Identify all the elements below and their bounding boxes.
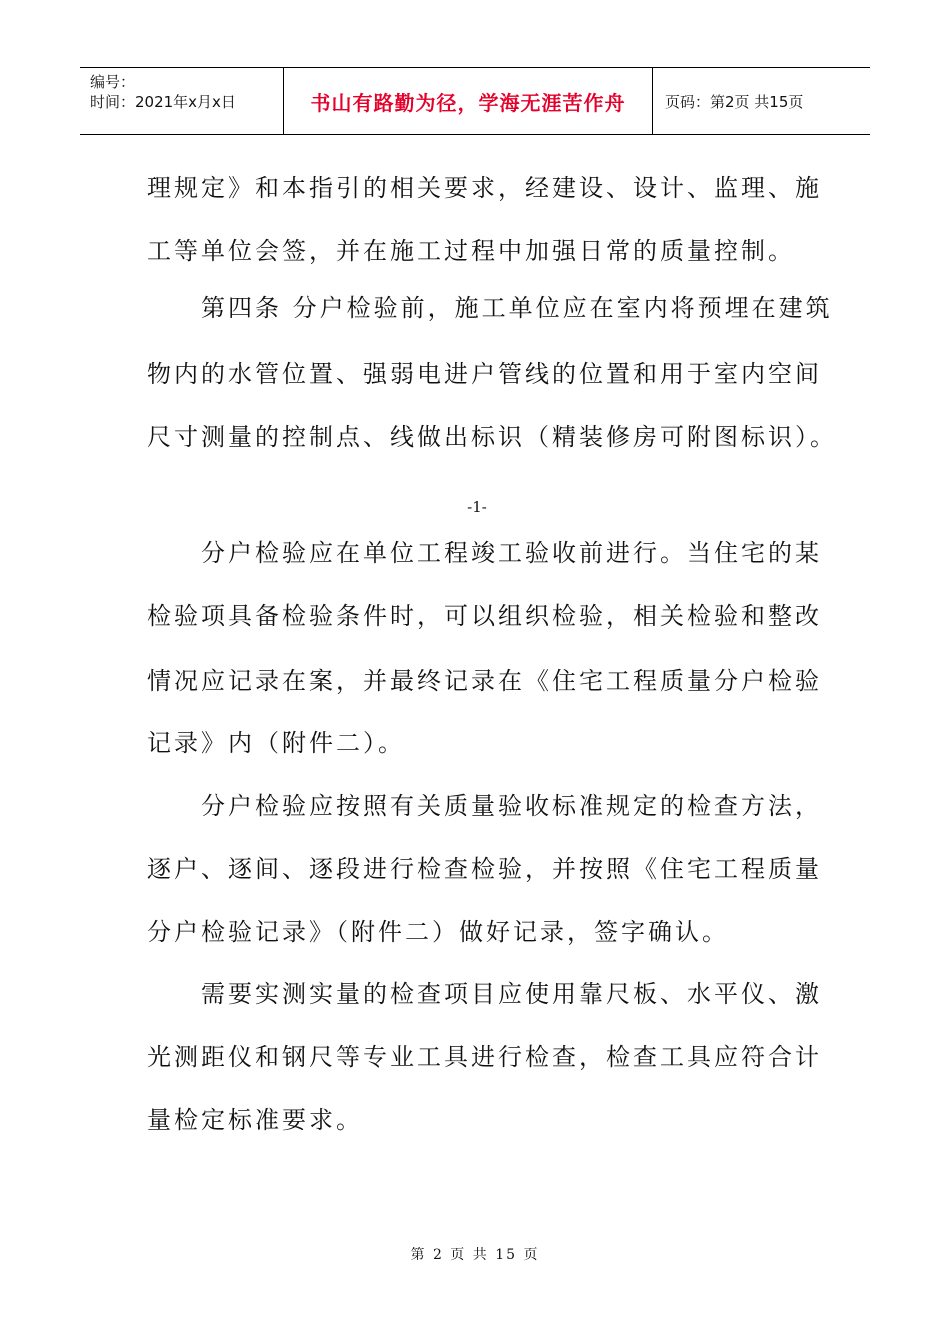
body-line: 工等单位会签，并在施工过程中加强日常的质量控制。 — [147, 237, 795, 265]
paragraph-line: 分户检验应按照有关质量验收标准规定的检查方法， — [201, 792, 822, 820]
paragraph-line: 第四条 分户检验前，施工单位应在室内将预埋在建筑 — [201, 294, 833, 322]
body-line: 量检定标准要求。 — [147, 1106, 363, 1134]
header-page-info-cell — [653, 68, 870, 134]
inline-page-marker: -1- — [467, 498, 487, 516]
body-line: 逐户、逐间、逐段进行检查检验，并按照《住宅工程质量 — [147, 855, 822, 883]
header-motto-cell — [283, 68, 653, 134]
body-line: 记录》内（附件二）。 — [147, 729, 405, 757]
page-footer: 第 2 页 共 15 页 — [410, 1247, 540, 1263]
body-line: 光测距仪和钢尺等专业工具进行检查，检查工具应符合计 — [147, 1043, 822, 1071]
header-page-info: 页码：第2页 共15页 — [665, 92, 804, 111]
body-line: 理规定》和本指引的相关要求，经建设、设计、监理、施 — [147, 174, 822, 202]
header-meta — [80, 68, 283, 134]
body-line: 分户检验记录》（附件二）做好记录，签字确认。 — [147, 918, 729, 946]
page-header — [80, 67, 870, 135]
body-line: 尺寸测量的控制点、线做出标识（精装修房可附图标识）。 — [147, 423, 837, 451]
body-line: 情况应记录在案，并最终记录在《住宅工程质量分户检验 — [147, 667, 822, 695]
document-date: 时间：2021年x月x日 — [90, 93, 236, 111]
document-number-label: 编号： — [90, 73, 136, 91]
header-motto: 书山有路勤为径，学海无涯苦作舟 — [310, 90, 626, 115]
body-line: 物内的水管位置、强弱电进户管线的位置和用于室内空间 — [147, 360, 822, 388]
paragraph-line: 需要实测实量的检查项目应使用靠尺板、水平仪、激 — [201, 980, 822, 1008]
paragraph-line: 分户检验应在单位工程竣工验收前进行。当住宅的某 — [201, 539, 822, 567]
body-line: 检验项具备检验条件时，可以组织检验，相关检验和整改 — [147, 602, 822, 630]
